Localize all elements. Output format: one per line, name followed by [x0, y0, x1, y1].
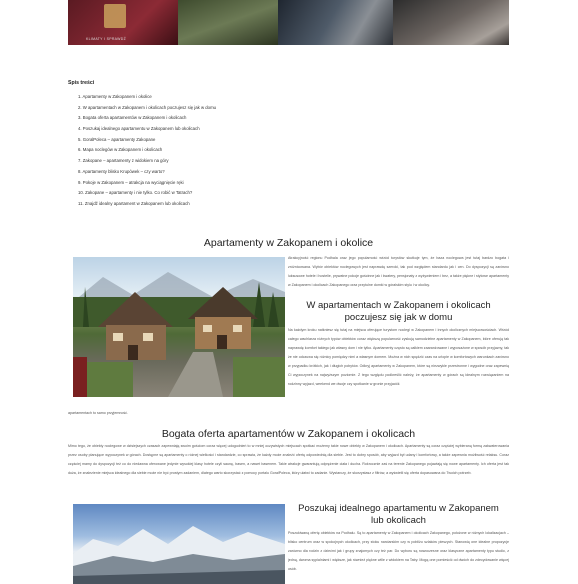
section4-heading-line2: lub okolicach [371, 515, 426, 526]
hero-photo-3 [278, 0, 393, 45]
toc-list [68, 92, 508, 210]
hero-banner [68, 0, 509, 45]
mountain-illustration [73, 504, 285, 584]
toc-link-7[interactable]: 7. Zakopane – apartamenty z widokiem na góry [78, 158, 169, 164]
section4-heading [288, 503, 509, 527]
section1-heading: Apartamenty w Zakopanem i okolice [203, 237, 374, 249]
toc-title: Spis treści [68, 80, 95, 86]
toc-link-10[interactable]: 10. Zakopane – apartamenty i nie tylko. Co robić w Tatrach? [78, 190, 193, 196]
toc-link-8[interactable]: 8. Apartamenty blisko Krupówek – czy warto? [78, 168, 165, 174]
hero-badge [104, 4, 126, 28]
chalet-illustration [73, 257, 285, 397]
hero-caption: KLIMATY I SPRAWDŹ [86, 37, 127, 41]
table-of-contents [68, 80, 508, 210]
toc-link-5[interactable]: 5. GoralPoleca – apartamenty Zakopane [78, 136, 156, 142]
section2-text: Na każdym kroku natkniesz się tutaj na miejsca oferujące turystom noclegi w Zakopanem i innych okolicznych miejscowościach. Wśród całego wachlarza różnych typów obiektów coraz większą popularność zyskują samodzielne apartamenty w Zakopanem, które oferują tak naprawdę komfort takiego jak własny dom i nie tylko. Apartamenty często są całkiem zaaranżowane i wyposażone w sposób przyjazny, tak że nie odczuwa się różnicy pomiędzy nimi a własnym domem. Można w nich spędzić czas na urlopie w komfortowych warunkach zarówno w przypadku krótkich, jak i długich pobytów. Odkryj apartamenty w Zakopanem, które są niezwykle przestronne i wygodne oraz zapewnią Ci wypoczynek na najwyższym poziomie. Z tego względu podkreślić należy, że apartamenty w górach są idealnym rozwiązaniem na rodzinny wyjazd, weekend we dwoje czy spotkanie w gronie przyjaciół. [288, 328, 509, 386]
mountain-photo [73, 504, 285, 584]
hero-photo-1 [68, 0, 178, 45]
section2-heading-line1: W apartamentach w Zakopanem i okolicach [306, 300, 491, 311]
section4-heading-line1: Poszukaj idealnego apartamentu w Zakopanem [298, 503, 499, 514]
toc-link-6[interactable]: 6. Mapa noclegów w Zakopanem i okolicach [78, 147, 163, 153]
toc-link-4[interactable]: 4. Poszukaj idealnego apartamentu w Zakopanem lub okolicach [78, 126, 200, 132]
section4-text: Poszukiwaną ofertę obiektów na Podhalu. Są to apartamenty w Zakopanem i okolicach Zakopanego, położone w różnych lokalizacjach – blisko centrum oraz w spokojnych okolicach, przy stoku narciarskim czy w pobliżu szlaków pieszych. Stanowią one idealne propozycje zarówno dla rodzin z dziećmi jak i grupy znajomych czy też par. Do wyboru są nowoczesne oraz klasyczne apartamenty typu studio, z jedną, dwoma sypialniami i większe, jak również piękne wille z widokiem na Tatry. Mogą one pomieścić od dwóch do zdecydowanie więcej osób. [288, 531, 509, 571]
toc-link-11[interactable]: 11. Znajdź idealny apartament w Zakopanem lub okolicach [78, 200, 190, 206]
section3-heading: Bogata oferta apartamentów w Zakopanem i okolicach [161, 428, 416, 440]
section2-tail: apartamentach to samo przyjemność. [68, 411, 128, 415]
section3-text: Mimo tego, że obiekty noclegowe w dzisiejszych czasach zapewniają swoim gościom coraz więcej udogodnień to w mniej oczywistych miejscach spotkać możemy takie nowe obiekty w Zakopanem i okolicach. Apartamenty są coraz częściej wybieraną formą zakwaterowania przez osoby planujące wypoczynek w górach. Dostępne są apartamenty o różnej wielkości i standardzie, co sprawia, że każdy może znaleźć ofertę odpowiednią dla siebie. Jest to dobry sposób, aby wyjazd był udany i komfortowy, a także zapewnia możliwość relaksu. Coraz częściej mamy do dyspozycji też co do niedawna oferowane jedynie wysokiej klasy hotele czyli saunę, basen, a nawet basenem. Takie atrakcje gwarantują odprężenie ciała i ducha. Rokrocznie zaś na terenie Zakopanego pojawiają się nowe apartamenty. Ich oferta jest tak duża, że znalezienie miejsca idealnego dla siebie może nie być prostym zadaniem, dlatego warto skorzystać z pomocy portalu GoralPoleca, który ułatwi to zadanie. Wystarczy, że skorzystasz z filtrów, a wyświetli się oferta dopasowana do Twoich potrzeb. [68, 444, 509, 475]
hero-photo-2 [178, 0, 278, 45]
toc-link-2[interactable]: 2. W apartamentach w Zakopanem i okolicach poczujesz się jak w domu [78, 104, 217, 110]
toc-link-1[interactable]: 1. Apartamenty w Zakopanem i okolice [78, 94, 152, 99]
section2-heading [288, 300, 509, 324]
toc-link-9[interactable]: 9. Pokoje w Zakopanem – atrakcja na wyciągnięcie ręki [78, 179, 184, 185]
toc-link-3[interactable]: 3. Bogata oferta apartamentów w Zakopanem i okolicach [78, 115, 187, 121]
section1-text: Atrakcyjność regionu Podhala oraz jego popularność wśród turystów skutkuje tym, że baza noclegowa jest tutaj bardzo bogata i zróżnicowana. Wybór obiektów noclegowych jest naprawdę szeroki, tak pod względem standardu jak i cen. Do dyspozycji są zarówno luksusowe hotele i hostelie, prywatne pokoje gościnne jak i kwatery, pensjonaty z wyżywieniem i bez, a także piękne i stylowe apartamenty w Zakopanem i okolicach Zakopanego oraz przytulne domki w góralskim stylu i w okolicy. [288, 256, 509, 287]
chalet-photo [73, 257, 285, 397]
hero-photo-4 [393, 0, 509, 45]
section2-heading-line2: poczujesz się jak w domu [344, 312, 453, 323]
